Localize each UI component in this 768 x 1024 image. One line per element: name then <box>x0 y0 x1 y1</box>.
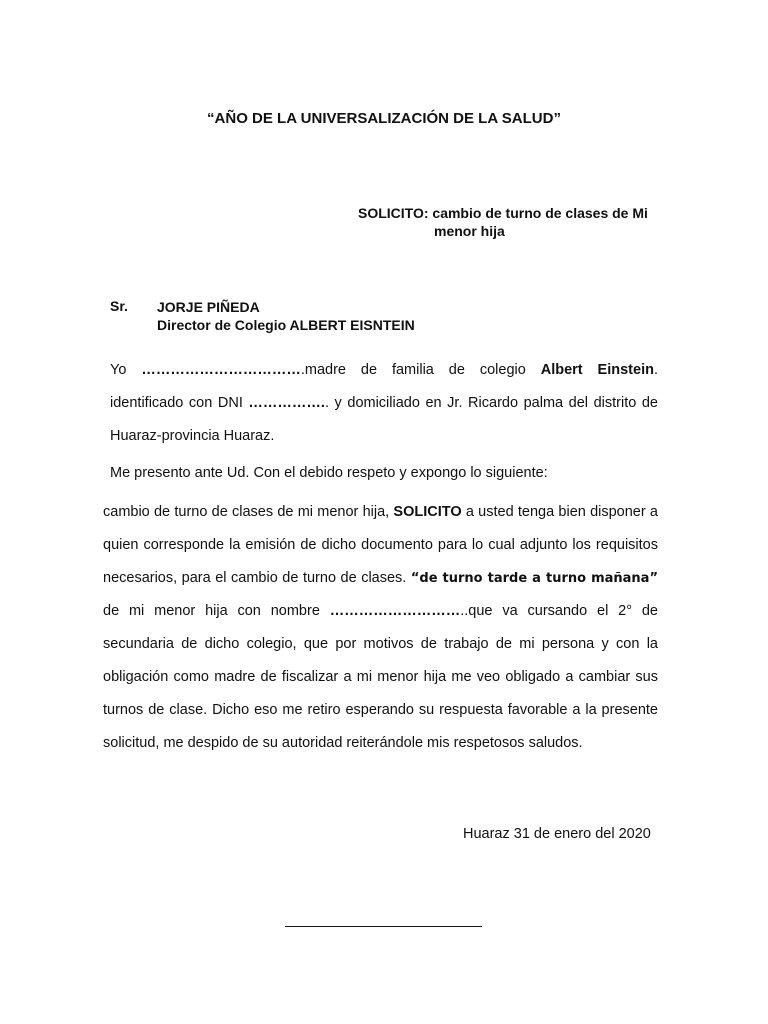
body-text-1: cambio de turno de clases de mi menor hija, <box>103 504 394 520</box>
body-text-2: a usted tenga bien disponer a quien corresponde la emisión de dicho documento para lo cual adjunto los requisitos necesarios, para el cambio de turno de clases. <box>103 504 658 586</box>
addressee-block <box>157 298 415 334</box>
intro-text-3: . identificado con DNI <box>110 362 658 411</box>
dni-blank: ……………. <box>248 395 325 411</box>
intro-text-2: .madre de familia de colegio <box>300 362 541 378</box>
document-motto: “AÑO DE LA UNIVERSALIZACIÓN DE LA SALUD” <box>207 110 561 127</box>
body-text-3: de mi menor hija con nombre <box>103 603 330 619</box>
body-text-4: ..que va cursando el 2° de secundaria de dicho colegio, que por motivos de trabajo de mi persona y con la obligación como madre de fiscalizar a mi menor hija me veo obligado a cambiar sus turnos de clase. Dicho eso me retiro esperando su respuesta favorable a la presente solicitud, me despido de su autoridad reiterándole mis respetosos saludos. <box>103 603 658 751</box>
body-paragraph <box>103 496 658 760</box>
presento-paragraph: Me presento ante Ud. Con el debido respeto y expongo lo siguiente: <box>110 465 548 481</box>
school-name: Albert Einstein <box>540 362 654 378</box>
addressee-name: JORJE PIÑEDA <box>157 299 260 315</box>
addressee-role: Director de Colegio ALBERT EISNTEIN <box>157 317 415 333</box>
addressee-title: Sr. <box>110 298 128 314</box>
shift-change-quote: “de turno tarde a turno mañana” <box>410 571 658 586</box>
solicito-line-1: SOLICITO: cambio de turno de clases de Mi <box>358 205 648 221</box>
intro-text-4: . y domiciliado en Jr. Ricardo palma del distrito de Huaraz-provincia Huaraz. <box>110 395 658 444</box>
solicito-keyword: SOLICITO <box>393 504 462 520</box>
signature-line <box>285 926 482 927</box>
solicito-subject <box>358 204 698 240</box>
solicito-line-2: menor hija <box>434 223 505 239</box>
intro-paragraph <box>110 354 658 453</box>
intro-text-1: Yo <box>110 362 142 378</box>
name-blank: …………………………… <box>141 362 301 378</box>
place-date: Huaraz 31 de enero del 2020 <box>463 826 651 842</box>
child-name-blank: ……………………… <box>329 603 461 619</box>
